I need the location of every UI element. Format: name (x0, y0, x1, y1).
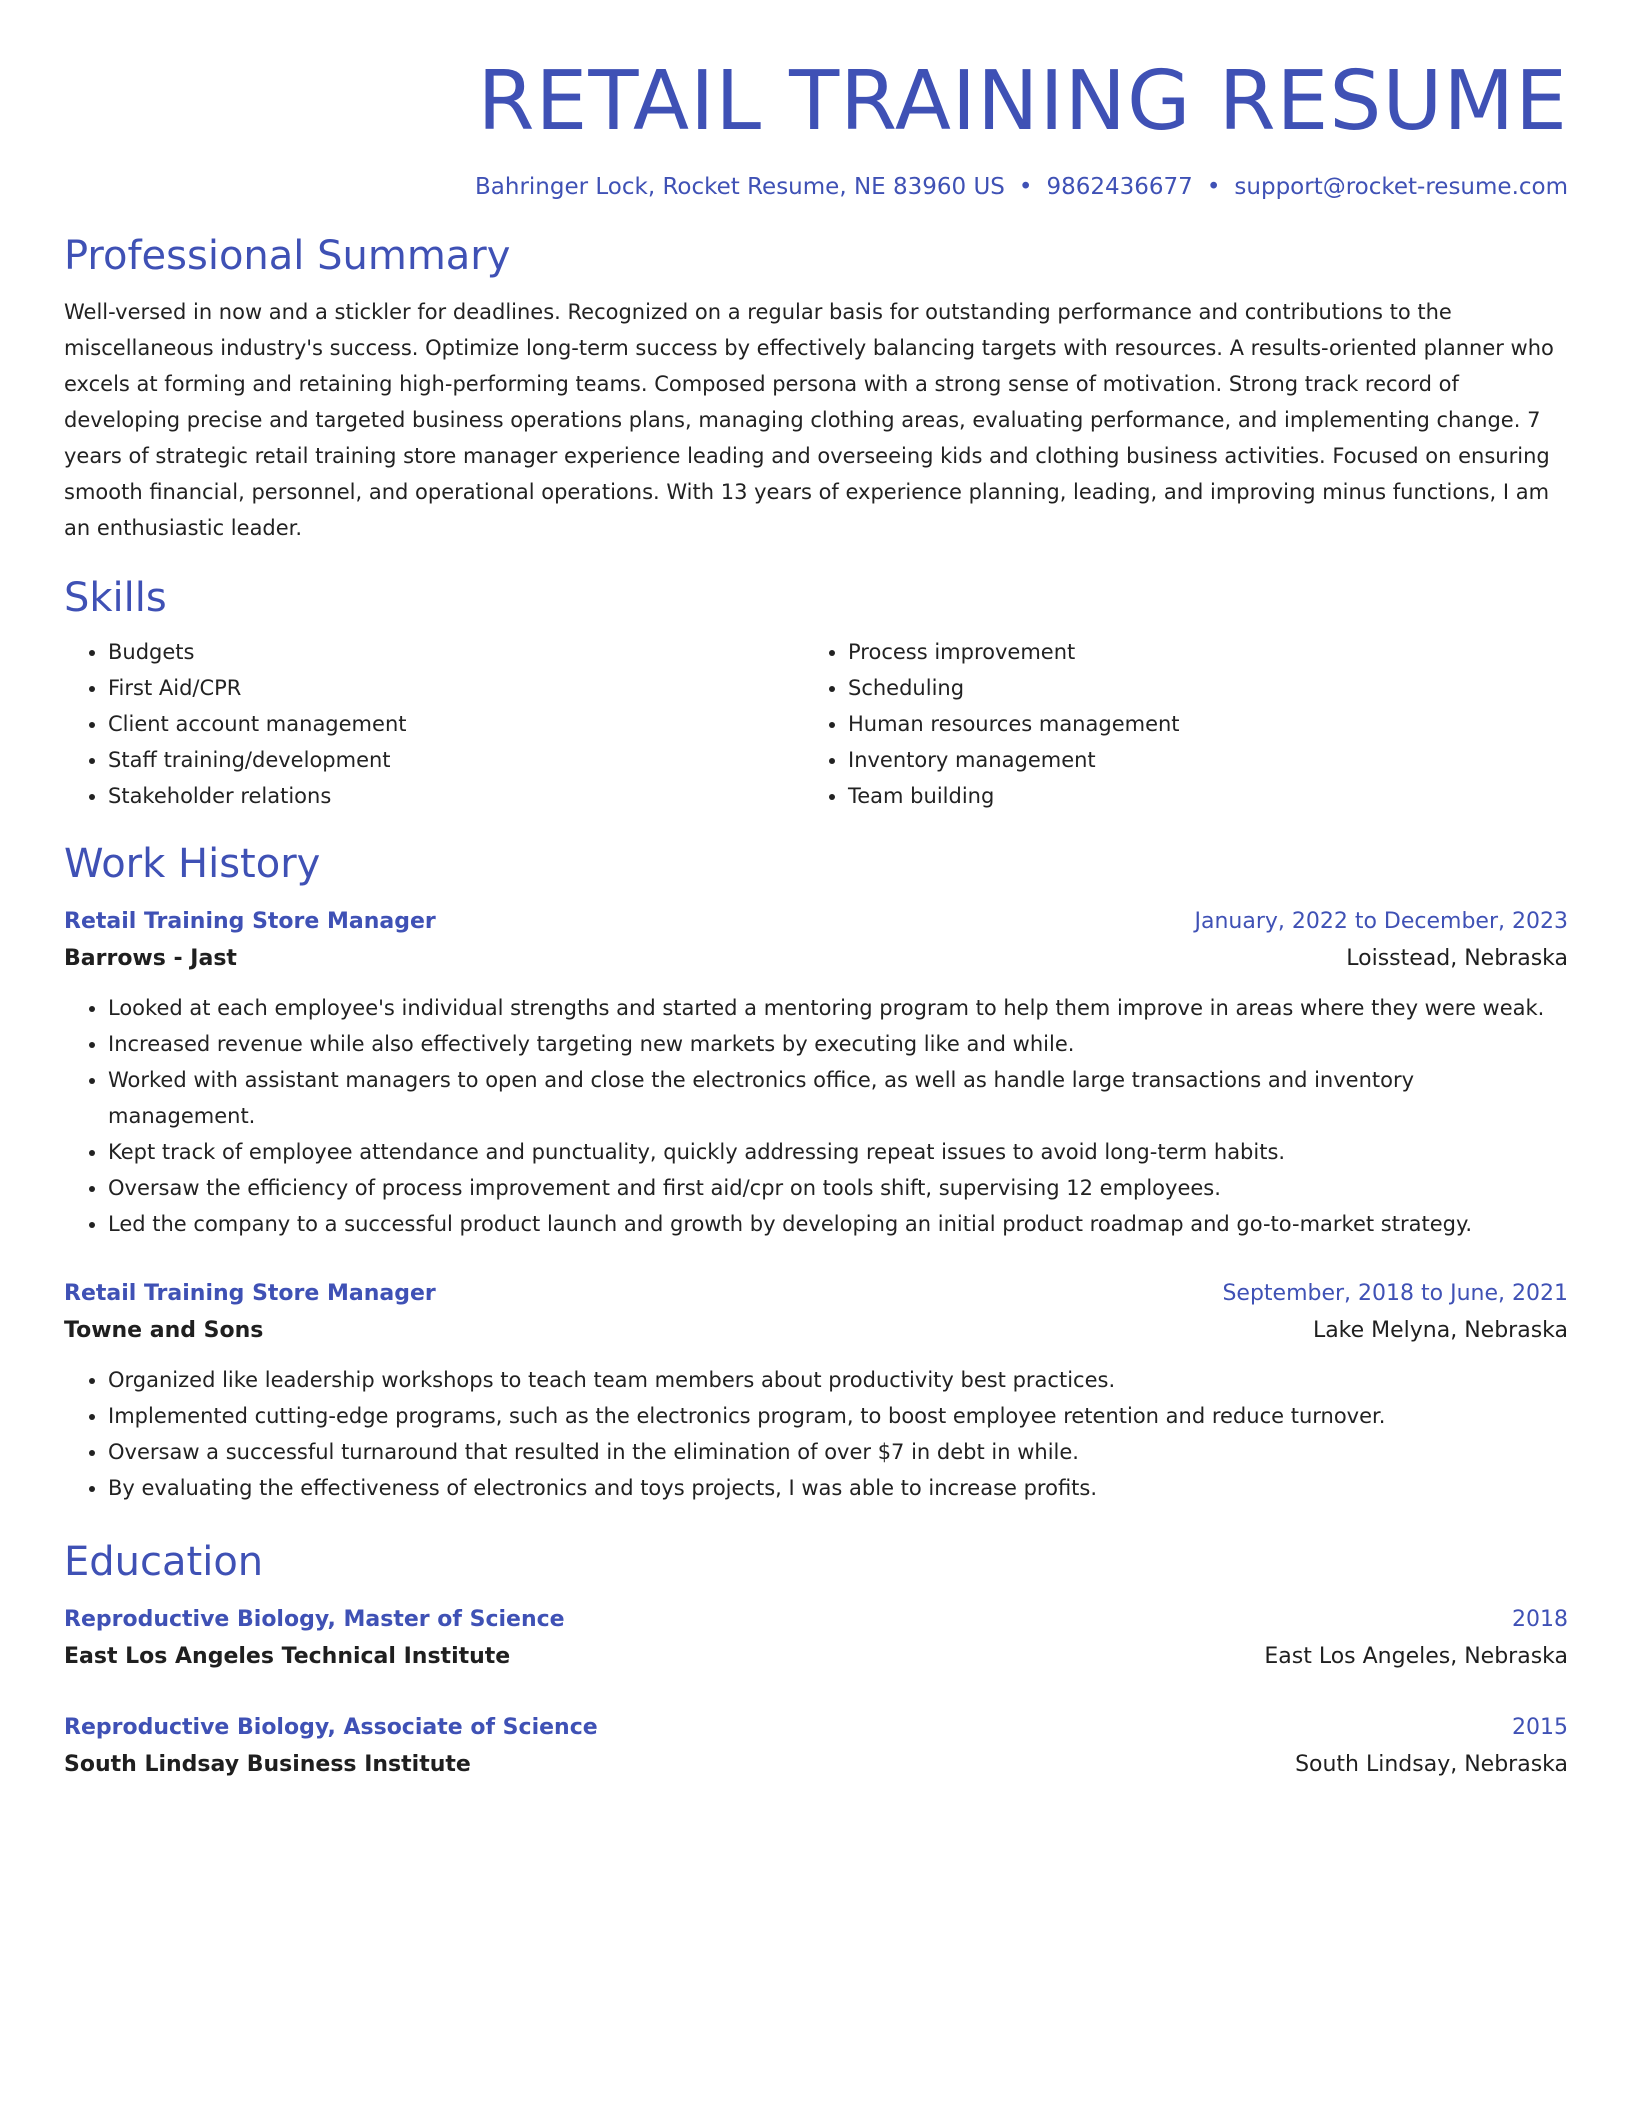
contact-line (64, 170, 1568, 204)
skill-item: • Human resources management (848, 706, 1544, 742)
contact-separator: • (1206, 174, 1221, 200)
job-bullets (64, 1362, 1568, 1506)
job-bullets (64, 990, 1568, 1242)
contact-phone: 9862436677 (1046, 174, 1193, 200)
skill-item: • Inventory management (848, 742, 1544, 778)
skill-item: • Process improvement (848, 634, 1544, 670)
job-entry (64, 904, 1568, 1242)
job-company-row (64, 940, 1568, 978)
job-entry (64, 1276, 1568, 1506)
job-header-row (64, 904, 1568, 940)
summary-heading: Professional Summary (64, 233, 511, 279)
work-history-heading: Work History (64, 841, 321, 887)
skill-item: • Team building (848, 778, 1544, 814)
summary-text: Well-versed in now and a stickler for deadlines. Recognized on a regular basis for outstanding performance and contributions to the miscellaneous industry's success. Optimize long-term success by effectively balancing targets with resources. A results-oriented planner who excels at forming and retaining high-performing teams. Composed persona with a strong sense of motivation. Strong track record of developing precise and targeted business operations plans, managing clothing areas, evaluating performance, and implementing change. 7 years of strategic retail training store manager experience leading and overseeing kids and clothing business activities. Focused on ensuring smooth financial, personnel, and operational operations. With 13 years of experience planning, leading, and improving minus functions, I am an enthusiastic leader. (64, 300, 1554, 540)
skills-columns (64, 634, 1568, 814)
resume-title: RETAIL TRAINING RESUME (477, 54, 1568, 149)
education-school: East Los Angeles Technical Institute (64, 1644, 511, 1669)
education-school-row (64, 1746, 1568, 1784)
education-degree: Reproductive Biology, Associate of Science (64, 1715, 598, 1740)
education-entry (64, 1710, 1568, 1784)
job-bullet: • By evaluating the effectiveness of electronics and toys projects, I was able to increase profits. (108, 1470, 1568, 1506)
education-year: 2018 (1512, 1607, 1568, 1632)
job-company: Towne and Sons (64, 1318, 264, 1343)
skill-item: • First Aid/CPR (108, 670, 804, 706)
job-location: Lake Melyna, Nebraska (1312, 1318, 1568, 1343)
job-title: Retail Training Store Manager (64, 1281, 436, 1306)
skills-heading: Skills (64, 575, 167, 621)
job-bullet: • Worked with assistant managers to open and close the electronics office, as well as handle large transactions and inventory management. (108, 1062, 1568, 1134)
job-bullet: • Increased revenue while also effectively targeting new markets by executing like and while. (108, 1026, 1568, 1062)
education-heading: Education (64, 1539, 264, 1585)
contact-address: Bahringer Lock, Rocket Resume, NE 83960 US (475, 174, 1005, 200)
job-bullet: • Organized like leadership workshops to teach team members about productivity best practices. (108, 1362, 1568, 1398)
education-degree: Reproductive Biology, Master of Science (64, 1607, 565, 1632)
contact-email: support@rocket-resume.com (1234, 174, 1568, 200)
education-header-row (64, 1710, 1568, 1746)
job-dates: January, 2022 to December, 2023 (1194, 909, 1568, 934)
skill-item: • Stakeholder relations (108, 778, 804, 814)
skill-item: • Scheduling (848, 670, 1544, 706)
job-bullet: • Oversaw the efficiency of process improvement and first aid/cpr on tools shift, supervising 12 employees. (108, 1170, 1568, 1206)
job-company-row (64, 1312, 1568, 1350)
job-header-row (64, 1276, 1568, 1312)
education-location: South Lindsay, Nebraska (1295, 1752, 1568, 1777)
job-dates: September, 2018 to June, 2021 (1222, 1281, 1568, 1306)
skills-left-list (64, 634, 804, 814)
education-header-row (64, 1602, 1568, 1638)
education-entry (64, 1602, 1568, 1676)
job-bullet: • Looked at each employee's individual strengths and started a mentoring program to help them improve in areas where they were weak. (108, 990, 1568, 1026)
job-bullet: • Implemented cutting-edge programs, such as the electronics program, to boost employee retention and reduce turnover. (108, 1398, 1568, 1434)
job-company: Barrows - Jast (64, 946, 237, 971)
skills-right-list (804, 634, 1544, 814)
skill-item: • Budgets (108, 634, 804, 670)
education-location: East Los Angeles, Nebraska (1264, 1644, 1568, 1669)
job-location: Loisstead, Nebraska (1346, 946, 1568, 971)
job-title: Retail Training Store Manager (64, 909, 436, 934)
education-school: South Lindsay Business Institute (64, 1752, 471, 1777)
skill-item: • Staff training/development (108, 742, 804, 778)
education-school-row (64, 1638, 1568, 1676)
skill-item: • Client account management (108, 706, 804, 742)
contact-separator: • (1018, 174, 1033, 200)
job-bullet: • Led the company to a successful product launch and growth by developing an initial product roadmap and go-to-market strategy. (108, 1206, 1568, 1242)
education-year: 2015 (1512, 1715, 1568, 1740)
job-bullet: • Oversaw a successful turnaround that resulted in the elimination of over $7 in debt in while. (108, 1434, 1568, 1470)
job-bullet: • Kept track of employee attendance and punctuality, quickly addressing repeat issues to avoid long-term habits. (108, 1134, 1568, 1170)
